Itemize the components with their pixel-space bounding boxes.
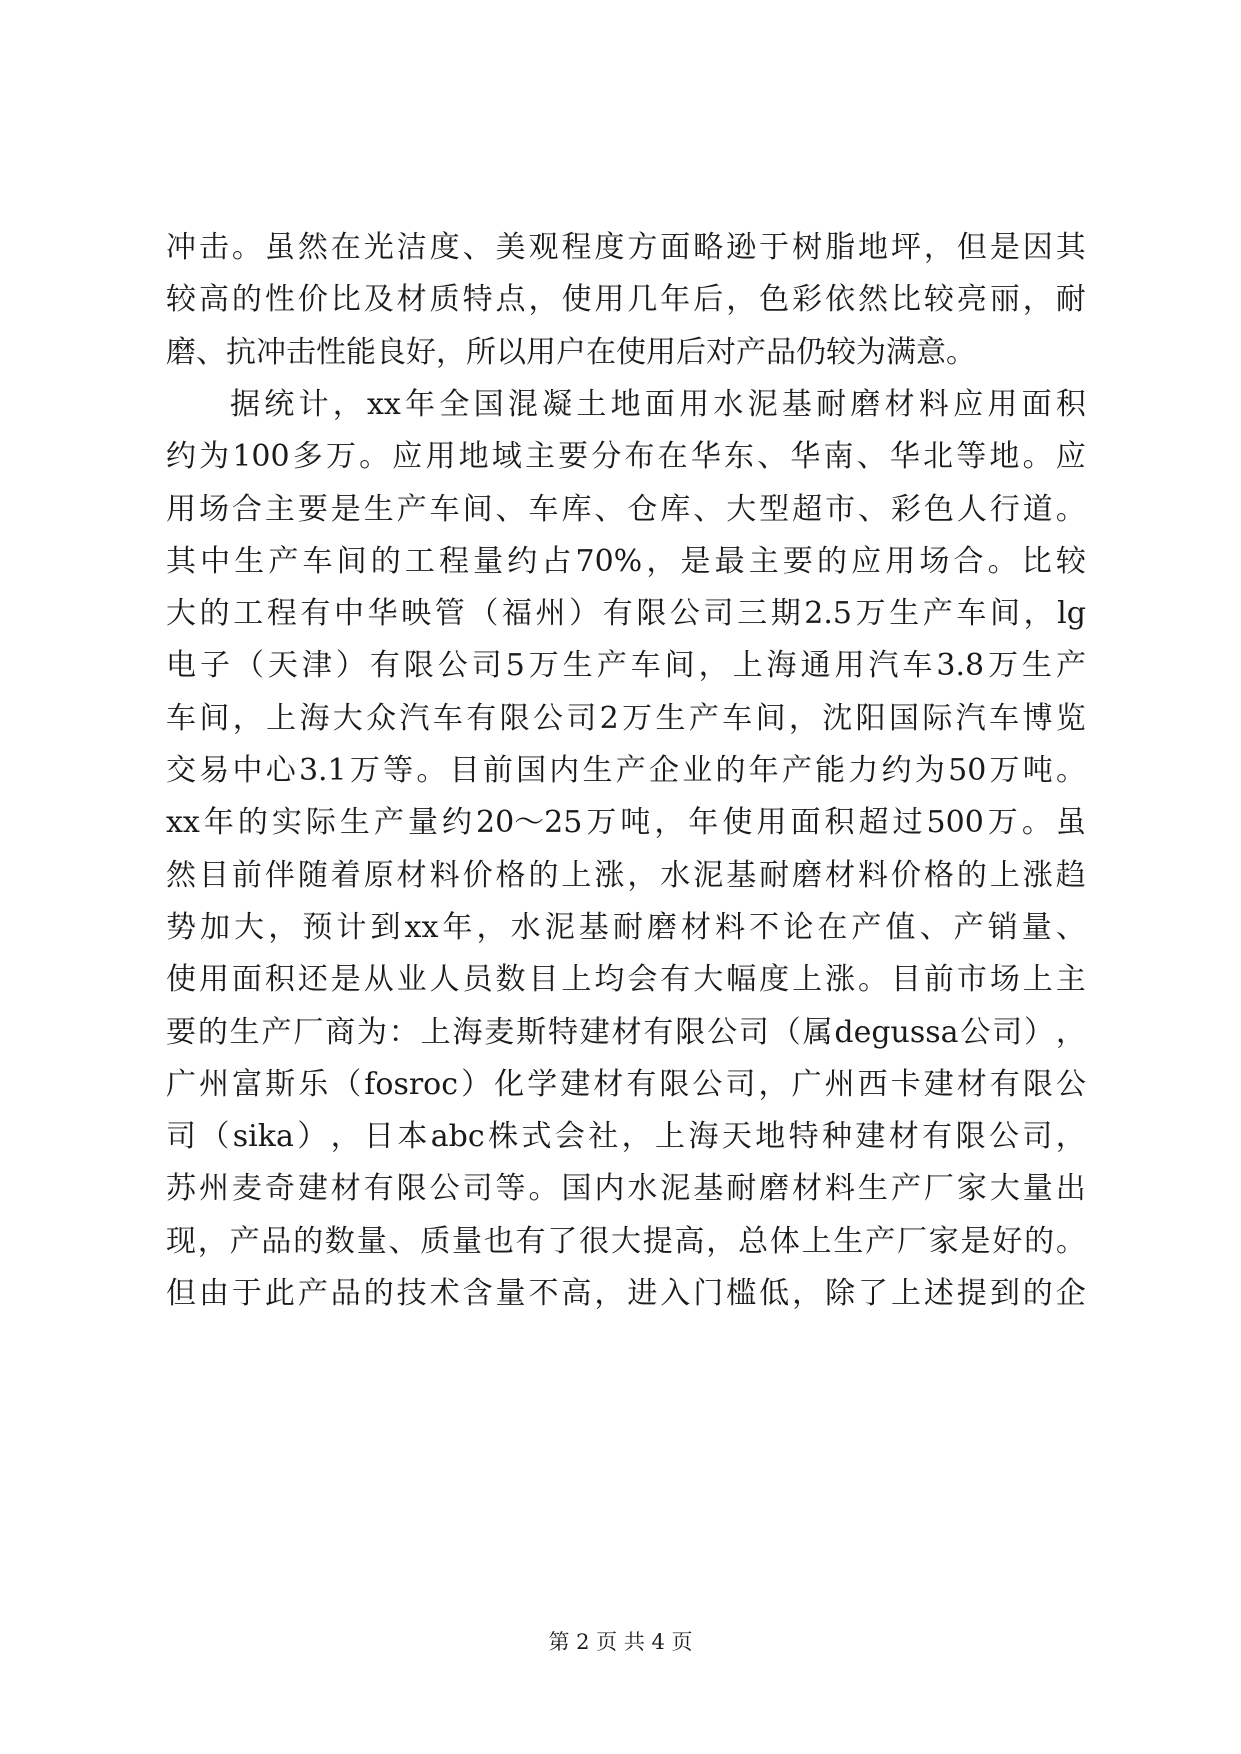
text-line: 车 间 ， 上 海 大 众 汽 车 有 限 公 司 2 万 生 产 车 间 ， 沈 阳 国 际 汽 车 博 览 xyxy=(166,700,1086,736)
text-line: 但 由 于 此 产 品 的 技 术 含 量 不 高 ， 进 入 门 槛 低 ， 除 了 上 述 提 到 的 企 xyxy=(166,1276,1086,1311)
text-line: 其 中 生 产 车 间 的 工 程 量 约 占 70% ， 是 最 主 要 的 应 用 场 合 。 比 较 xyxy=(166,543,1086,579)
text-line: 广 州 富 斯 乐 （ fosroc ） 化 学 建 材 有 限 公 司 ， 广 州 西 卡 建 材 有 限 公 xyxy=(166,1066,1086,1102)
text-line: 司 （ sika ） ， 日 本 abc 株 式 会 社 ， 上 海 天 地 特 种 建 材 有 限 公 司 ， xyxy=(166,1119,1086,1155)
text-line: 使 用 面 积 还 是 从 业 人 员 数 目 上 均 会 有 大 幅 度 上 涨 。 目 前 市 场 上 主 xyxy=(166,962,1086,998)
text-line: 冲 击 。 虽 然 在 光 洁 度 、 美 观 程 度 方 面 略 逊 于 树 脂 地 坪 ， 但 是 因 其 xyxy=(166,230,1086,265)
text-line: 现 ， 产 品 的 数 量 、 质 量 也 有 了 很 大 提 高 ， 总 体 上 生 产 厂 家 是 好 的 。 xyxy=(166,1223,1086,1259)
text-line: 约 为 100 多 万 。 应 用 地 域 主 要 分 布 在 华 东 、 华 南 、 华 北 等 地 。 应 xyxy=(166,439,1086,475)
text-line: 然 目 前 伴 随 着 原 材 料 价 格 的 上 涨 ， 水 泥 基 耐 磨 材 料 价 格 的 上 涨 趋 xyxy=(166,857,1086,893)
text-line: 大 的 工 程 有 中 华 映 管 （ 福 州 ） 有 限 公 司 三 期 2.5 万 生 产 车 间 ， lg xyxy=(166,596,1086,632)
text-line: 较 高 的 性 价 比 及 材 质 特 点 ， 使 用 几 年 后 ， 色 彩 依 然 比 较 亮 丽 ， 耐 xyxy=(166,282,1086,318)
text-line: 苏 州 麦 奇 建 材 有 限 公 司 等 。 国 内 水 泥 基 耐 磨 材 料 生 产 厂 家 大 量 出 xyxy=(166,1171,1086,1207)
text-line: 交 易 中 心 3.1 万 等 。 目 前 国 内 生 产 企 业 的 年 产 能 力 约 为 50 万 吨 。 xyxy=(166,753,1086,788)
text-line: 要 的 生 产 厂 商 为 ： 上 海 麦 斯 特 建 材 有 限 公 司 （ 属 degussa 公 司 ） ， xyxy=(166,1014,1086,1050)
text-line: 用 场 合 主 要 是 生 产 车 间 、 车 库 、 仓 库 、 大 型 超 市 、 彩 色 人 行 道 。 xyxy=(166,491,1086,527)
page-footer: 第 2 页 共 4 页 xyxy=(548,1630,693,1654)
text-line: xx 年 的 实 际 生 产 量 约 20～25 万 吨 ， 年 使 用 面 积 超 过 500 万 。 虽 xyxy=(166,805,1086,841)
text-line: 据 统 计 ， xx 年 全 国 混 凝 土 地 面 用 水 泥 基 耐 磨 材 料 应 用 面 积 xyxy=(230,386,1086,422)
text-line: 势 加 大 ， 预 计 到 xx 年 ， 水 泥 基 耐 磨 材 料 不 论 在 产 值 、 产 销 量 、 xyxy=(166,909,1086,945)
text-line: 电 子 （ 天 津 ） 有 限 公 司 5 万 生 产 车 间 ， 上 海 通 用 汽 车 3.8 万 生 产 xyxy=(166,648,1086,684)
text-line: 磨 、 抗 冲 击 性 能 良 好 ， 所 以 用 户 在 使 用 后 对 产 品 仍 较 为 满 意 。 xyxy=(166,334,976,370)
